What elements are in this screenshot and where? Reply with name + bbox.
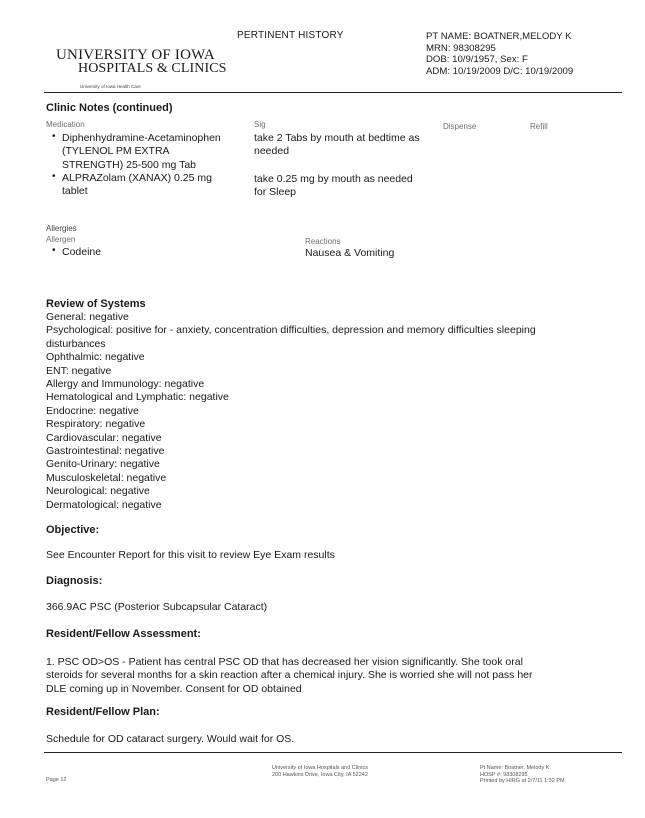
medication-2-name: [62, 172, 212, 199]
diagnosis-text: 366.9AC PSC (Posterior Subcapsular Cataract): [46, 601, 268, 613]
medication-1-sig: [254, 132, 420, 159]
sig-column-header: Sig: [254, 120, 266, 129]
refill-column-header: Refill: [530, 122, 548, 131]
footer-address-line-2: 200 Hawkins Drive, Iowa City, IA 52242: [272, 771, 368, 778]
ros-line: Respiratory: negative: [46, 418, 146, 431]
footer-patient-line-1: Pt Name: Boatner, Melody K: [480, 765, 550, 771]
ros-line: ENT: negative: [46, 364, 112, 377]
allergen-codeine: Codeine: [62, 246, 102, 258]
ros-line: Musculoskeletal: negative: [46, 471, 167, 484]
patient-dob-sex: DOB: 10/9/1957, Sex: F: [426, 54, 528, 65]
bullet-icon: •: [52, 131, 56, 142]
medication-1-line-1: Diphenhydramine-Acetaminophen: [62, 132, 221, 144]
medication-2-sig-line-1: take 0.25 mg by mouth as needed: [254, 173, 413, 185]
medication-1-sig-line-1: take 2 Tabs by mouth at bedtime as: [254, 132, 420, 144]
ros-line: disturbances: [46, 337, 106, 350]
medication-2-line-1: ALPRAZolam (XANAX) 0.25 mg: [62, 172, 212, 184]
header-divider: [44, 92, 622, 93]
document-title: PERTINENT HISTORY: [237, 30, 344, 41]
ros-line: Genito-Urinary: negative: [46, 458, 160, 471]
footer-patient-info: [480, 765, 565, 785]
ros-line: Gastrointestinal: negative: [46, 445, 165, 458]
patient-name: PT NAME: BOATNER,MELODY K: [426, 31, 572, 42]
medication-column-header: Medication: [46, 120, 85, 129]
ros-line: Neurological: negative: [46, 485, 150, 498]
allergy-reaction: Nausea & Vomiting: [305, 247, 395, 259]
ros-line: Allergy and Immunology: negative: [46, 378, 205, 391]
objective-text: See Encounter Report for this visit to review Eye Exam results: [46, 549, 335, 561]
assessment-line: steroids for several months for a skin reaction after a chemical injury. She is worried she will not pass her: [46, 669, 533, 682]
ros-line: Dermatological: negative: [46, 498, 162, 511]
objective-title: Objective:: [46, 524, 100, 536]
medication-1-name: [62, 132, 221, 172]
diagnosis-title: Diagnosis:: [46, 575, 103, 587]
reactions-column-header: Reactions: [305, 237, 341, 246]
medication-2-sig: [254, 173, 413, 200]
page-number: Page 12: [46, 777, 67, 783]
footer-divider: [44, 752, 622, 753]
plan-text: Schedule for OD cataract surgery. Would wait for OS.: [46, 733, 295, 745]
admission-dates: ADM: 10/19/2009 D/C: 10/19/2009: [426, 65, 574, 77]
footer-patient-line-2: HOSP #: 98308295: [480, 771, 528, 778]
bullet-icon: •: [52, 171, 56, 182]
medication-1-line-3: STRENGTH) 25-500 mg Tab: [62, 158, 197, 171]
patient-mrn: MRN: 98308295: [426, 42, 496, 54]
ros-line: Psychological: positive for - anxiety, concentration difficulties, depression and memory difficulties sleeping: [46, 324, 536, 337]
ros-line: Ophthalmic: negative: [46, 351, 145, 364]
bullet-icon: •: [52, 245, 56, 256]
plan-title: Resident/Fellow Plan:: [46, 706, 160, 718]
logo-subtitle: University of Iowa Health Care: [80, 84, 141, 89]
medication-2-line-2: tablet: [62, 185, 88, 198]
assessment-title: Resident/Fellow Assessment:: [46, 628, 201, 640]
allergies-title: Allergies: [46, 224, 77, 233]
footer-address: [272, 765, 368, 778]
assessment-text: [46, 656, 533, 696]
medication-1-sig-line-2: needed: [254, 145, 290, 158]
logo-line2: HOSPITALS & CLINICS: [78, 61, 227, 76]
ros-line: General: negative: [46, 311, 129, 323]
review-of-systems-list: [46, 311, 536, 512]
footer-address-line-1: University of Iowa Hospitals and Clinics: [272, 765, 368, 771]
assessment-line: DLE coming up in November. Consent for OD obtained: [46, 682, 302, 695]
assessment-line: 1. PSC OD>OS - Patient has central PSC OD that has decreased her vision significantly. She took oral: [46, 656, 523, 668]
medication-2-sig-line-2: for Sleep: [254, 186, 297, 199]
ros-line: Hematological and Lymphatic: negative: [46, 391, 229, 404]
footer-patient-line-3: Printed by HIRG at 2/7/11 1:32 PM: [480, 778, 565, 785]
ros-line: Cardiovascular: negative: [46, 431, 162, 444]
logo-line1: UNIVERSITY OF IOWA: [56, 47, 215, 63]
ros-line: Endocrine: negative: [46, 404, 139, 417]
dispense-column-header: Dispense: [443, 122, 477, 131]
clinic-notes-title: Clinic Notes (continued): [46, 102, 173, 114]
review-of-systems-title: Review of Systems: [46, 298, 146, 310]
allergen-column-header: Allergen: [46, 235, 76, 244]
medication-1-line-2: (TYLENOL PM EXTRA: [62, 145, 170, 158]
